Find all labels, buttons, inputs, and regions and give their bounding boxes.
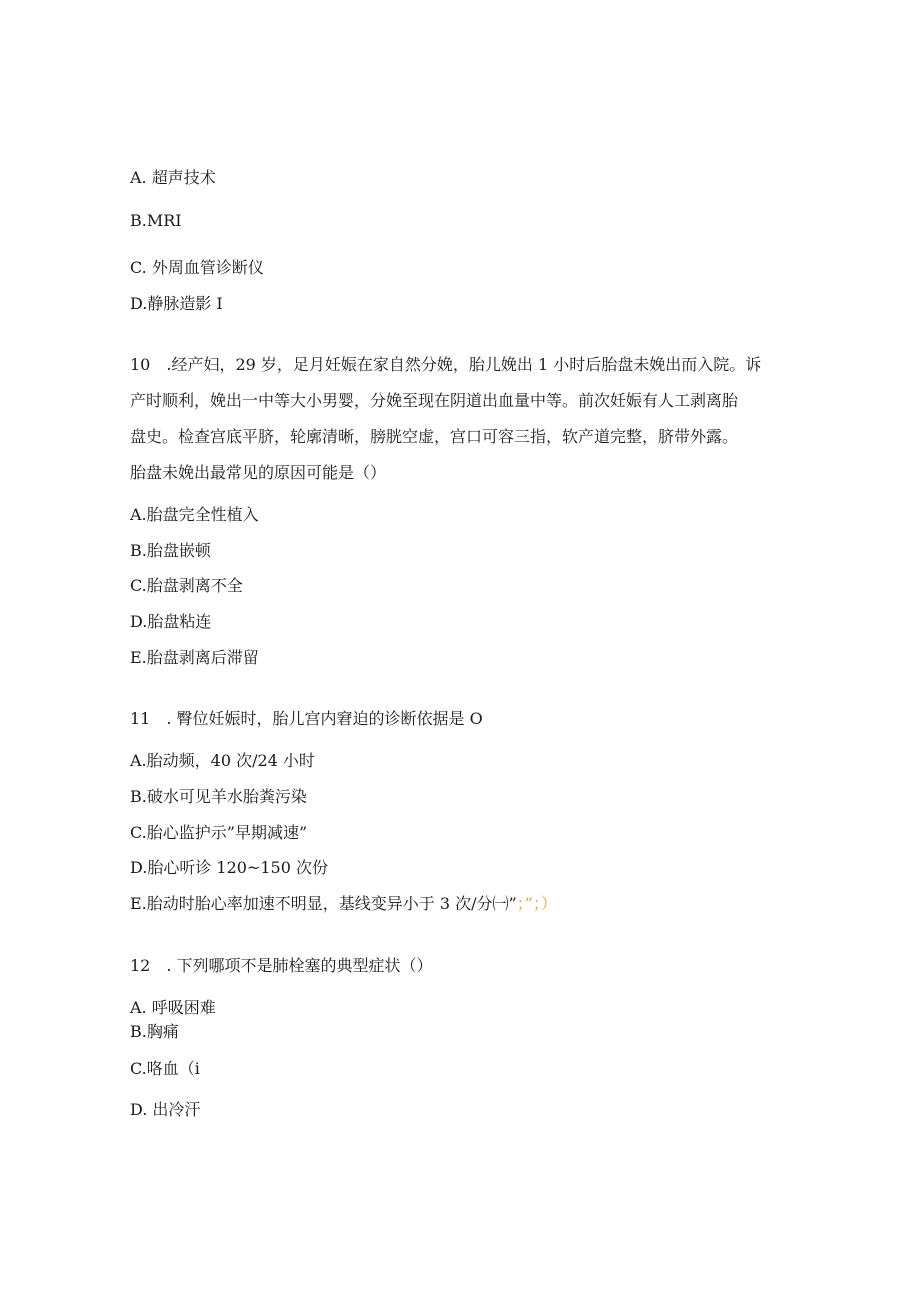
q10-option-c: C.胎盘剥离不全 xyxy=(130,576,243,595)
q11-option-e-text: E.胎动时胎心率加速不明显，基线变异小于 3 次/分㈠” xyxy=(130,894,517,913)
q9-option-d: D.静脉造影 I xyxy=(130,294,223,313)
q11-option-a: A.胎动频，40 次/24 小时 xyxy=(130,751,315,770)
q11-stem: 11 . 臀位妊娠时，胎儿宫内窘迫的诊断依据是 O xyxy=(130,709,483,728)
q11-option-e xyxy=(130,893,557,915)
q10-stem-line-3: 盘史。检查宫底平脐，轮廓清晰，膀胱空虚，宫口可容三指，软产道完整，脐带外露。 xyxy=(130,427,739,446)
q11-option-c: C.胎心监护示”早期减速” xyxy=(130,823,308,842)
q10-stem-line-2: 产时顺利，娩出一中等大小男婴，分娩至现在阴道出血量中等。前次妊娠有人工剥离胎 xyxy=(130,391,739,410)
q10-stem-line-1: 10 .经产妇，29 岁，足月妊娠在家自然分娩，胎儿娩出 1 小时后胎盘未娩出而入院。诉 xyxy=(130,355,762,374)
q12-option-b: B.胸痛 xyxy=(130,1022,179,1041)
q11-option-b: B.破水可见羊水胎粪污染 xyxy=(130,787,307,806)
q10-stem-line-4: 胎盘未娩出最常见的原因可能是（） xyxy=(130,463,387,482)
q9-option-b: B.MRI xyxy=(130,211,182,230)
q11-option-e-tail: ；”；） xyxy=(516,894,557,913)
q10-option-d: D.胎盘粘连 xyxy=(130,612,212,631)
q9-option-c: C. 外周血管诊断仪 xyxy=(130,258,264,277)
q12-option-c: C.咯血（i xyxy=(130,1059,200,1078)
q11-option-d: D.胎心听诊 120~150 次份 xyxy=(130,858,329,877)
q12-option-d: D. 出冷汗 xyxy=(130,1100,201,1119)
q10-option-a: A.胎盘完全性植入 xyxy=(130,505,259,524)
q9-option-a: A. 超声技术 xyxy=(130,168,216,187)
q12-stem: 12 . 下列哪项不是肺栓塞的典型症状（） xyxy=(130,956,433,975)
q12-option-a: A. 呼吸困难 xyxy=(130,998,216,1017)
q10-option-e: E.胎盘剥离后滞留 xyxy=(130,648,259,667)
q10-option-b: B.胎盘嵌顿 xyxy=(130,541,211,560)
